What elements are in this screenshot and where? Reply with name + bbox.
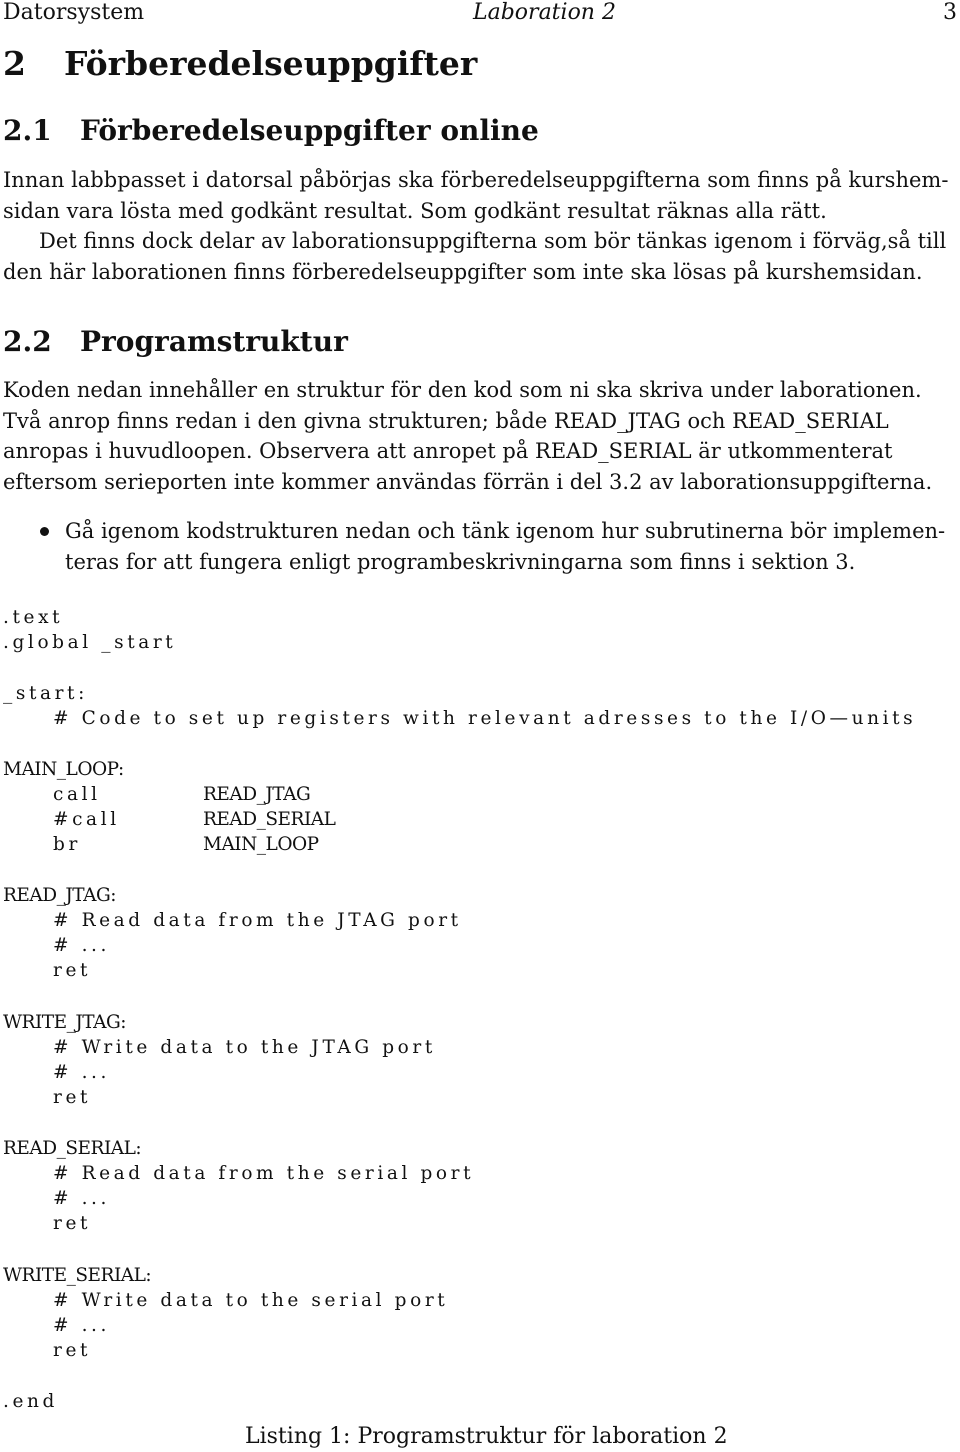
code-comment-ellipsis: # ... [53,1315,111,1336]
code-instr-br: br [53,834,81,855]
paragraph-line: den här laborationen finns förberedelseuppgifter som inte ska lösas på kurshemsidan. [3,259,923,284]
code-directive-end: .end [3,1391,58,1412]
code-arg-main-loop: MAIN_LOOP [203,834,319,855]
code-directive-global: .global _start [3,632,177,653]
subsection-1-title: Förberedelseuppgifter online [80,114,539,147]
paragraph-line: sidan vara lösta med godkänt resultat. Som godkänt resultat räknas alla rätt. [3,198,827,223]
code-label-read-jtag: READ_JTAG: [3,885,116,906]
code-directive-text: .text [3,607,64,628]
code-comment-ellipsis: # ... [53,935,111,956]
paragraph-line: anropas i huvudloopen. Observera att anropet på READ_SERIAL är utkommenterat [3,439,893,463]
listing-caption: Listing 1: Programstruktur för laboration 2 [245,1424,728,1449]
paragraph-line: Innan labbpasset i datorsal påbörjas ska förberedelseuppgifterna som finns på kurshem- [3,168,949,192]
code-comment-ellipsis: # ... [53,1062,111,1083]
paragraph-line: Det finns dock delar av laborationsuppgifterna som bör tänkas igenom i förväg,så till [39,229,947,253]
header-course: Datorsystem [3,0,145,25]
paragraph-line: eftersom serieporten inte kommer användas förrän i del 3.2 av laborationsuppgifterna. [3,469,933,494]
bullet-dot-icon [40,527,49,536]
code-instr-ret: ret [53,1087,92,1108]
subsection-1-number: 2.1 [3,114,52,147]
code-label-read-serial: READ_SERIAL: [3,1138,142,1159]
header-lab: Laboration 2 [473,0,616,25]
subsection-2-number: 2.2 [3,325,52,358]
paragraph-line: Koden nedan innehåller en struktur för den kod som ni ska skriva under laborationen. [3,378,922,402]
section-number: 2 [3,44,26,83]
code-label-write-serial: WRITE_SERIAL: [3,1265,152,1286]
paragraph-program-structure [3,375,955,497]
code-instr-ret: ret [53,960,92,981]
code-comment: # Read data from the serial port [53,1163,475,1184]
code-instr-ret: ret [53,1213,92,1234]
code-comment-setup: # Code to set up registers with relevant adresses to the I/O—units [53,708,917,729]
code-instr-ret: ret [53,1340,92,1361]
code-arg-read-serial: READ_SERIAL [203,809,336,830]
code-label-write-jtag: WRITE_JTAG: [3,1012,126,1033]
code-comment: # Read data from the JTAG port [53,910,462,931]
bullet-line: teras for att fungera enligt programbeskrivningarna som finns i sektion 3. [65,549,856,574]
code-comment: # Write data to the JTAG port [53,1037,436,1058]
code-instr-call: call [53,784,101,805]
code-label-start: _start: [3,683,88,704]
code-label-main-loop: MAIN_LOOP: [3,759,124,780]
code-instr-call-commented: #call [53,809,120,830]
paragraph-line: Två anrop finns redan i den givna strukturen; både READ_JTAG och READ_SERIAL [3,408,889,433]
paragraph-online [3,165,955,287]
code-comment-ellipsis: # ... [53,1188,111,1209]
code-comment: # Write data to the serial port [53,1290,449,1311]
bullet-item [65,516,955,577]
section-title: Förberedelseuppgifter [64,44,478,83]
code-arg-read-jtag: READ_JTAG [203,784,311,805]
subsection-2-title: Programstruktur [80,325,348,358]
bullet-line: Gå igenom kodstrukturen nedan och tänk igenom hur subrutinerna bör implemen- [65,519,946,543]
header-page-number: 3 [943,0,957,25]
